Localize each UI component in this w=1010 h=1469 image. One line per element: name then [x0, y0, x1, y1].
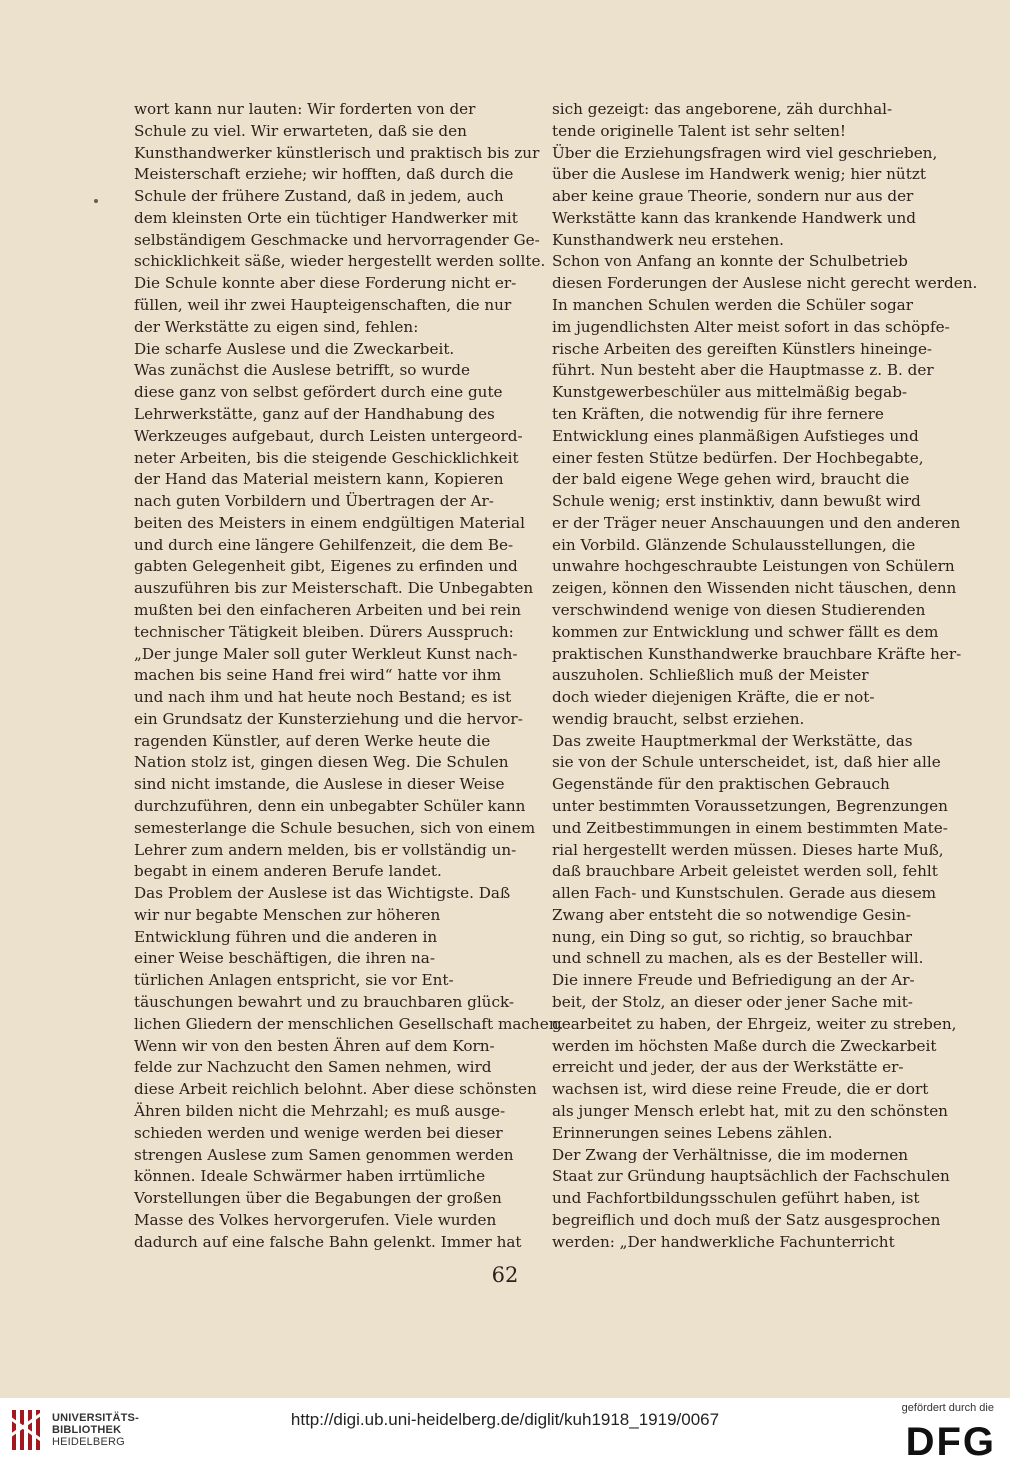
text-line: tende originelle Talent ist sehr selten! — [552, 121, 846, 140]
text-line: rische Arbeiten des gereiften Künstlers hineinge- — [552, 339, 933, 358]
text-line: zeigen, können den Wissenden nicht täuschen, denn — [552, 579, 957, 598]
text-line: semesterlange die Schule besuchen, sich von einem — [134, 818, 536, 837]
text-line: erreicht und jeder, der aus der Werkstätte er- — [552, 1058, 904, 1077]
text-line: wort kann nur lauten: Wir forderten von der — [134, 100, 476, 118]
text-line: und Fachfortbildungsschulen geführt haben, ist — [552, 1189, 920, 1208]
text-line: Die Schule konnte aber diese Forderung nicht er- — [134, 274, 517, 293]
text-line: der bald eigene Wege gehen wird, braucht die — [552, 470, 910, 489]
text-line: türlichen Anlagen entspricht, sie vor Ent- — [134, 971, 454, 990]
text-line: gearbeitet zu haben, der Ehrgeiz, weiter zu streben, — [552, 1014, 957, 1033]
text-line: rial hergestellt werden müssen. Dieses harte Muß, — [552, 840, 944, 859]
text-line: „Der junge Maler soll guter Werkleut Kunst nach- — [134, 644, 518, 663]
text-line: Entwicklung eines planmäßigen Aufstieges und — [552, 426, 919, 445]
text-line: der Werkstätte zu eigen sind, fehlen: — [134, 317, 419, 336]
text-line: Schule wenig; erst instinktiv, dann bewußt wird — [552, 492, 921, 511]
text-line: Lehrwerkstätte, ganz auf der Handhabung des — [134, 404, 495, 423]
library-name-line-1: UNIVERSITÄTS- — [52, 1412, 139, 1424]
text-line: Die innere Freude und Befriedigung an der Ar- — [552, 971, 915, 990]
text-line: nung, ein Ding so gut, so richtig, so brauchbar — [552, 927, 912, 946]
text-line: neter Arbeiten, bis die steigende Geschicklichkeit — [134, 448, 519, 467]
text-line: schicklichkeit säße, wieder hergestellt werden sollte. — [134, 252, 546, 271]
text-line: ein Grundsatz der Kunsterziehung und die hervor- — [134, 709, 523, 728]
text-line: unter bestimmten Voraussetzungen, Begrenzungen — [552, 797, 948, 815]
text-line: verschwindend wenige von diesen Studierenden — [552, 600, 926, 619]
text-line: ten Kräften, die notwendig für ihre fernere — [552, 404, 884, 423]
text-line: und durch eine längere Gehilfenzeit, die dem Be- — [134, 535, 514, 554]
text-line: Vorstellungen über die Begabungen der großen — [134, 1189, 502, 1208]
text-line: Das Problem der Auslese ist das Wichtigste. Daß — [134, 884, 511, 903]
text-line: diese Arbeit reichlich belohnt. Aber diese schönsten — [134, 1080, 537, 1099]
text-line: füllen, weil ihr zwei Haupteigenschaften, die nur — [134, 296, 512, 315]
text-line: Gegenstände für den praktischen Gebrauch — [552, 775, 890, 794]
text-line: machen bis seine Hand frei wird“ hatte vor ihm — [134, 666, 502, 685]
library-name-line-2: BIBLIOTHEK — [52, 1424, 122, 1436]
text-line: wendig braucht, selbst erziehen. — [552, 709, 805, 728]
text-line: begreiflich und doch muß der Satz ausgesprochen — [552, 1210, 941, 1229]
text-line: Lehrer zum andern melden, bis er vollständig un- — [134, 840, 517, 859]
text-line: lichen Gliedern der menschlichen Gesellschaft machen. — [134, 1014, 564, 1033]
text-line: Meisterschaft erziehe; wir hofften, daß durch die — [134, 165, 514, 184]
text-line: unwahre hochgeschraubte Leistungen von Schülern — [552, 557, 955, 576]
text-line: Das zweite Hauptmerkmal der Werkstätte, das — [552, 731, 913, 750]
text-line: als junger Mensch erlebt hat, mit zu den schönsten — [552, 1101, 948, 1120]
text-line: und Zeitbestimmungen in einem bestimmten Mate- — [552, 818, 948, 837]
text-line: wachsen ist, wird diese reine Freude, die er dort — [552, 1080, 929, 1099]
text-line: felde zur Nachzucht den Samen nehmen, wird — [134, 1058, 492, 1077]
text-line: Schule zu viel. Wir erwarteten, daß sie den — [134, 121, 467, 140]
viewer-footer — [0, 1398, 1010, 1469]
text-line: Über die Erziehungsfragen wird viel geschrieben, — [552, 143, 938, 162]
text-line: Schon von Anfang an konnte der Schulbetrieb — [552, 252, 908, 271]
text-line: der Hand das Material meistern kann, Kopieren — [134, 470, 504, 489]
text-line: strengen Auslese zum Samen genommen werden — [134, 1145, 514, 1164]
text-line: einer festen Stütze bedürfen. Der Hochbegabte, — [552, 448, 924, 467]
text-line: sich gezeigt: das angeborene, zäh durchhal- — [552, 100, 893, 118]
text-line: aber keine graue Theorie, sondern nur aus der — [552, 187, 914, 206]
text-line: Staat zur Gründung hauptsächlich der Fachschulen — [552, 1167, 950, 1186]
text-line: können. Ideale Schwärmer haben irrtümliche — [134, 1167, 486, 1186]
text-line: beit, der Stolz, an dieser oder jener Sache mit- — [552, 993, 913, 1012]
permalink-url[interactable]: http://digi.ub.uni-heidelberg.de/diglit/kuh1918_1919/0067 — [290, 1410, 720, 1429]
text-line: Nation stolz ist, gingen diesen Weg. Die Schulen — [134, 753, 509, 772]
text-line: täuschungen bewahrt und zu brauchbaren glück- — [134, 993, 515, 1012]
text-line: Was zunächst die Auslese betrifft, so wurde — [134, 361, 470, 380]
text-line: ein Vorbild. Glänzende Schulausstellungen, die — [552, 535, 916, 554]
page-number: 62 — [491, 1263, 519, 1287]
text-line: Masse des Volkes hervorgerufen. Viele wurden — [134, 1210, 497, 1229]
text-line: führt. Nun besteht aber die Hauptmasse z. B. der — [552, 361, 934, 380]
text-line: Schule der frühere Zustand, daß in jedem, auch — [134, 187, 504, 206]
text-line: Kunstgewerbeschüler aus mittelmäßig begab- — [552, 383, 908, 402]
text-line: sie von der Schule unterscheidet, ist, daß hier alle — [552, 753, 941, 772]
text-line: diese ganz von selbst gefördert durch eine gute — [134, 383, 503, 402]
paper-speck — [94, 199, 98, 203]
text-line: Wenn wir von den besten Ähren auf dem Korn- — [134, 1036, 495, 1055]
text-line: doch wieder diejenigen Kräfte, die er not- — [552, 688, 875, 707]
text-line: im jugendlichsten Alter meist sofort in das schöpfe- — [552, 317, 950, 336]
text-line: allen Fach- und Kunstschulen. Gerade aus diesem — [552, 884, 937, 903]
sponsor-text: gefördert durch die — [901, 1402, 994, 1414]
text-line: sind nicht imstande, die Auslese in dieser Weise — [134, 775, 505, 794]
text-line: praktischen Kunsthandwerke brauchbare Kräfte her- — [552, 644, 962, 663]
text-line: dadurch auf eine falsche Bahn gelenkt. Immer hat — [134, 1232, 522, 1251]
text-line: gabten Gelegenheit gibt, Eigenes zu erfinden und — [134, 557, 518, 576]
text-line: auszuholen. Schließlich muß der Meister — [552, 666, 869, 685]
text-line: und schnell zu machen, als es der Besteller will. — [552, 949, 924, 968]
text-line: nach guten Vorbildern und Übertragen der Ar- — [134, 492, 494, 511]
text-line: auszuführen bis zur Meisterschaft. Die Unbegabten — [134, 579, 534, 598]
text-line: durchzuführen, denn ein unbegabter Schüler kann — [134, 797, 526, 815]
text-line: werden im höchsten Maße durch die Zweckarbeit — [552, 1036, 937, 1055]
text-line: In manchen Schulen werden die Schüler sogar — [552, 296, 913, 315]
text-line: Zwang aber entsteht die so notwendige Gesin- — [552, 905, 912, 924]
dfg-logo[interactable]: DFG — [905, 1420, 996, 1464]
text-line: selbständigem Geschmacke und hervorragender Ge- — [134, 230, 540, 249]
text-line: diesen Forderungen der Auslese nicht gerecht werden. — [552, 274, 978, 293]
text-line: Der Zwang der Verhältnisse, die im modernen — [552, 1145, 909, 1164]
text-line: beiten des Meisters in einem endgültigen Material — [134, 513, 525, 532]
text-line: und nach ihm und hat heute noch Bestand; es ist — [134, 688, 512, 707]
text-line: Entwicklung führen und die anderen in — [134, 927, 438, 946]
text-line: kommen zur Entwicklung und schwer fällt es dem — [552, 622, 939, 641]
text-line: Werkstätte kann das krankende Handwerk und — [552, 208, 917, 227]
library-name-line-3: HEIDELBERG — [52, 1436, 125, 1448]
text-line: dem kleinsten Orte ein tüchtiger Handwerker mit — [134, 208, 518, 227]
text-line: Kunsthandwerk neu erstehen. — [552, 230, 784, 249]
text-line: Kunsthandwerker künstlerisch und praktisch bis zur — [134, 143, 540, 162]
text-line: Ähren bilden nicht die Mehrzahl; es muß ausge- — [134, 1101, 506, 1120]
left-text-column — [134, 99, 564, 1253]
text-line: er der Träger neuer Anschauungen und den anderen — [552, 513, 961, 532]
right-text-column — [552, 99, 978, 1253]
text-line: über die Auslese im Handwerk wenig; hier nützt — [552, 165, 926, 184]
text-line: Werkzeuges aufgebaut, durch Leisten untergeord- — [134, 426, 523, 445]
text-line: Die scharfe Auslese und die Zweckarbeit. — [134, 339, 455, 358]
text-line: wir nur begabte Menschen zur höheren — [134, 905, 441, 924]
text-line: begabt in einem anderen Berufe landet. — [134, 862, 442, 881]
text-line: technischer Tätigkeit bleiben. Dürers Ausspruch: — [134, 622, 514, 641]
text-line: einer Weise beschäftigen, die ihren na- — [134, 949, 435, 968]
text-line: schieden werden und wenige werden bei dieser — [134, 1123, 503, 1142]
text-line: ragenden Künstler, auf deren Werke heute die — [134, 731, 491, 750]
text-line: daß brauchbare Arbeit geleistet werden soll, fehlt — [552, 862, 938, 881]
text-line: Erinnerungen seines Lebens zählen. — [552, 1123, 833, 1142]
text-line: werden: „Der handwerkliche Fachunterricht — [552, 1232, 895, 1251]
text-line: mußten bei den einfacheren Arbeiten und bei rein — [134, 600, 522, 619]
